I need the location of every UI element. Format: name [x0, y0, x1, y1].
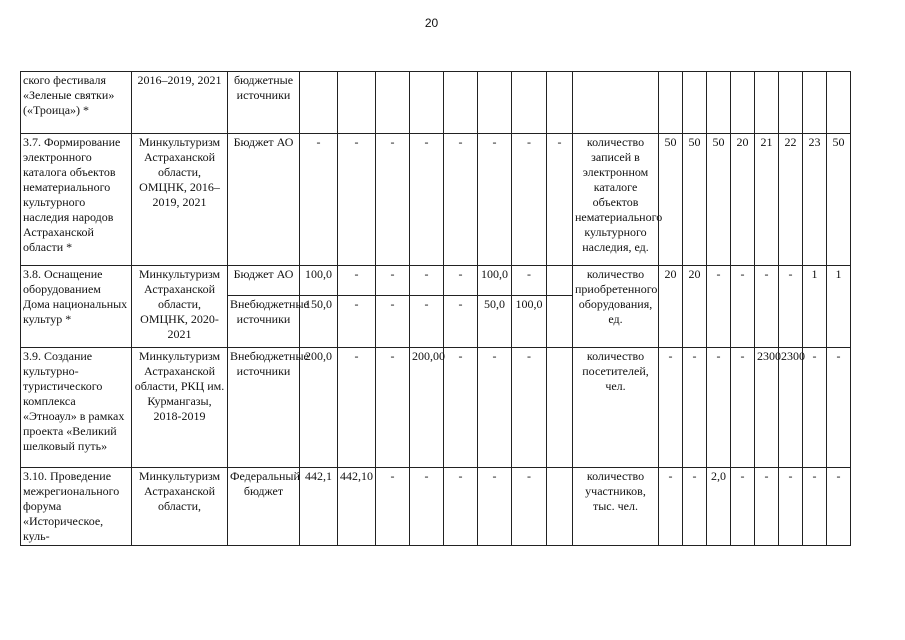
- funding-value: -: [478, 134, 512, 266]
- indicator-value: 20: [659, 266, 683, 348]
- funding-value: -: [376, 134, 410, 266]
- indicator-value: 50: [707, 134, 731, 266]
- indicator-value: -: [755, 266, 779, 348]
- indicator-value: [803, 72, 827, 134]
- table-row: [21, 134, 851, 266]
- funding-source: бюджетные источники: [228, 72, 300, 134]
- funding-value: [547, 348, 573, 468]
- page-number: 20: [424, 16, 439, 30]
- indicator-value: -: [731, 468, 755, 546]
- indicator-value: -: [803, 348, 827, 468]
- indicator-cell: [573, 72, 659, 134]
- table-body: [21, 72, 851, 546]
- funding-value: -: [376, 468, 410, 546]
- funding-value: [547, 72, 573, 134]
- funding-value: 442,10: [338, 468, 376, 546]
- funding-value: -: [547, 134, 573, 266]
- indicator-cell: количество посетителей, чел.: [573, 348, 659, 468]
- funding-value: [478, 72, 512, 134]
- indicator-value: -: [683, 348, 707, 468]
- funding-value: -: [410, 266, 444, 296]
- indicator-value: -: [731, 266, 755, 348]
- indicator-value: -: [707, 348, 731, 468]
- funding-value: 442,1: [300, 468, 338, 546]
- funding-source: Федеральный бюджет: [228, 468, 300, 546]
- funding-value: [444, 72, 478, 134]
- funding-value: -: [512, 134, 547, 266]
- indicator-value: -: [827, 468, 851, 546]
- indicator-value: -: [659, 468, 683, 546]
- indicator-value: 20: [731, 134, 755, 266]
- indicator-value: [731, 72, 755, 134]
- funding-value: 100,0: [512, 296, 547, 348]
- indicator-cell: количество участников, тыс. чел.: [573, 468, 659, 546]
- executor-cell: Минкультуризм Астраханской области, ОМЦНК, 2020-2021: [132, 266, 228, 348]
- indicator-value: 50: [683, 134, 707, 266]
- indicator-value: [779, 72, 803, 134]
- funding-value: -: [410, 134, 444, 266]
- measure-name: 3.10. Проведение межрегионального форума «Историческое, куль-: [21, 468, 132, 546]
- funding-value: -: [410, 296, 444, 348]
- funding-value: 150,0: [300, 296, 338, 348]
- funding-value: -: [478, 348, 512, 468]
- indicator-cell: количество приобретенного оборудования, ед.: [573, 266, 659, 348]
- indicator-value: 2300: [755, 348, 779, 468]
- indicator-value: 2,0: [707, 468, 731, 546]
- measure-name: 3.8. Оснащение оборудованием Дома национальных культур *: [21, 266, 132, 348]
- indicator-value: -: [803, 468, 827, 546]
- executor-cell: 2016–2019, 2021: [132, 72, 228, 134]
- indicator-value: [827, 72, 851, 134]
- executor-cell: Минкультуризм Астраханской области, РКЦ им. Курмангазы, 2018-2019: [132, 348, 228, 468]
- funding-source: Внебюджетные источники: [228, 348, 300, 468]
- indicator-value: 20: [683, 266, 707, 348]
- indicator-value: -: [779, 468, 803, 546]
- funding-value: -: [512, 266, 547, 296]
- funding-value: 100,0: [478, 266, 512, 296]
- funding-value: -: [512, 468, 547, 546]
- indicator-value: [659, 72, 683, 134]
- funding-value: -: [512, 348, 547, 468]
- indicator-value: -: [827, 348, 851, 468]
- table-row: [21, 468, 851, 546]
- funding-value: -: [444, 348, 478, 468]
- indicator-value: -: [731, 348, 755, 468]
- funding-value: [376, 72, 410, 134]
- funding-value: -: [410, 468, 444, 546]
- indicator-value: 22: [779, 134, 803, 266]
- indicator-value: -: [707, 266, 731, 348]
- funding-value: [338, 72, 376, 134]
- indicator-value: -: [755, 468, 779, 546]
- indicator-value: 23: [803, 134, 827, 266]
- measure-name: ского фестиваля «Зеленые святки» («Троица») *: [21, 72, 132, 134]
- table-row: [21, 72, 851, 134]
- funding-value: -: [478, 468, 512, 546]
- indicator-value: [707, 72, 731, 134]
- funding-value: -: [338, 348, 376, 468]
- funding-value: -: [376, 266, 410, 296]
- funding-value: [547, 266, 573, 296]
- funding-source: Внебюджетные источники: [228, 296, 300, 348]
- funding-value: 50,0: [478, 296, 512, 348]
- indicator-value: 21: [755, 134, 779, 266]
- funding-value: -: [338, 296, 376, 348]
- indicator-value: [683, 72, 707, 134]
- measure-name: 3.7. Формирование электронного каталога объектов нематериального культурного наследия народов Астраханской области *: [21, 134, 132, 266]
- funding-value: [547, 296, 573, 348]
- funding-value: [547, 468, 573, 546]
- funding-value: [512, 72, 547, 134]
- funding-value: 100,0: [300, 266, 338, 296]
- funding-value: -: [444, 134, 478, 266]
- measure-name: 3.9. Создание культурно-туристического комплекса «Этноаул» в рамках проекта «Великий шелковый путь»: [21, 348, 132, 468]
- funding-value: -: [376, 348, 410, 468]
- funding-value: -: [444, 296, 478, 348]
- funding-value: -: [300, 134, 338, 266]
- table-row: [21, 348, 851, 468]
- funding-value: -: [444, 468, 478, 546]
- table-row: [21, 266, 851, 296]
- funding-value: -: [338, 266, 376, 296]
- executor-cell: Минкультуризм Астраханской области, ОМЦНК, 2016–2019, 2021: [132, 134, 228, 266]
- indicator-value: 1: [827, 266, 851, 348]
- funding-value: -: [376, 296, 410, 348]
- indicator-cell: количество записей в электронном каталоге объектов нематериального культурного наследия, ед.: [573, 134, 659, 266]
- funding-value: [300, 72, 338, 134]
- funding-value: 200,0: [300, 348, 338, 468]
- indicator-value: [755, 72, 779, 134]
- funding-value: [410, 72, 444, 134]
- funding-source: Бюджет АО: [228, 134, 300, 266]
- funding-source: Бюджет АО: [228, 266, 300, 296]
- indicator-value: 50: [827, 134, 851, 266]
- indicator-value: -: [683, 468, 707, 546]
- executor-cell: Минкультуризм Астраханской области,: [132, 468, 228, 546]
- funding-value: -: [444, 266, 478, 296]
- funding-value: 200,00: [410, 348, 444, 468]
- indicator-value: -: [659, 348, 683, 468]
- program-table: [20, 71, 851, 546]
- indicator-value: 1: [803, 266, 827, 348]
- indicator-value: 2300: [779, 348, 803, 468]
- indicator-value: 50: [659, 134, 683, 266]
- indicator-value: -: [779, 266, 803, 348]
- funding-value: -: [338, 134, 376, 266]
